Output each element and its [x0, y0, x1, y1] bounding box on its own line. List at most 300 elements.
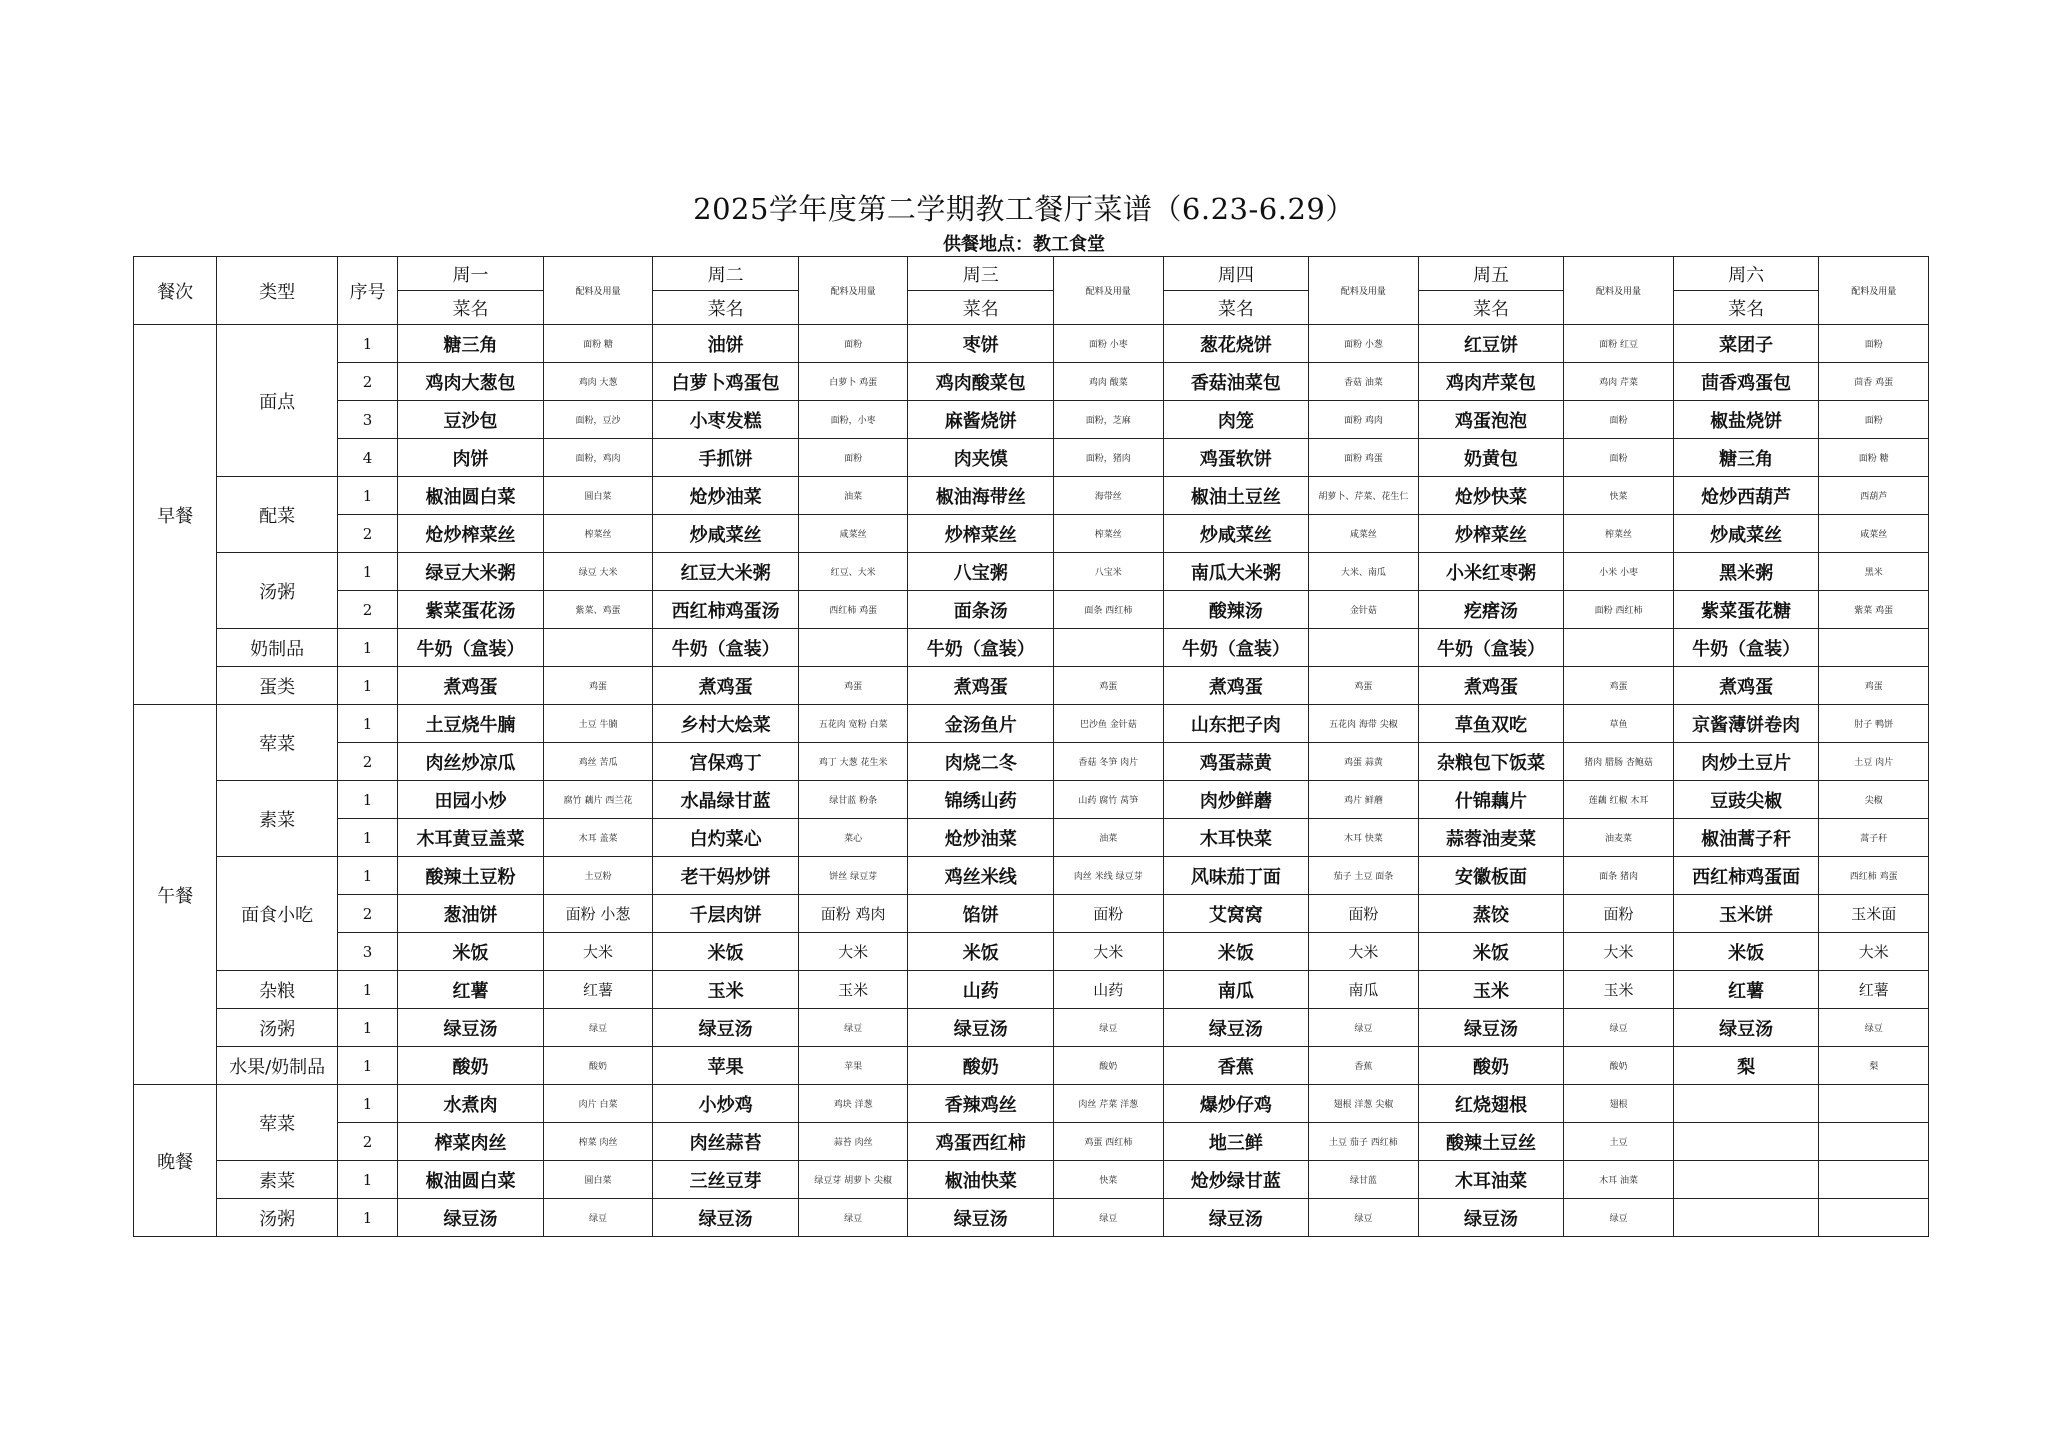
- dish-name: 肉丝炒凉瓜: [398, 743, 544, 781]
- dish-name: 紫菜蛋花汤: [398, 591, 544, 629]
- dish-name: 肉烧二冬: [908, 743, 1054, 781]
- dish-ingredients: 面粉，猪肉: [1054, 439, 1163, 477]
- dish-name: 黑米粥: [1673, 553, 1819, 591]
- dish-name: 千层肉饼: [653, 895, 799, 933]
- dish-name: 山东把子肉: [1163, 705, 1309, 743]
- dish-ingredients: 绿豆: [1054, 1199, 1163, 1237]
- dish-name: 鸡肉芹菜包: [1418, 363, 1564, 401]
- seq-number: 2: [337, 895, 397, 933]
- header-dish-name: 菜名: [1418, 291, 1564, 325]
- dish-ingredients: 五花肉 海带 尖椒: [1309, 705, 1418, 743]
- seq-number: 1: [337, 629, 397, 667]
- table-row: [134, 743, 1929, 781]
- dish-name: 牛奶（盒装）: [908, 629, 1054, 667]
- table-row: [134, 819, 1929, 857]
- dish-ingredients: 紫菜 鸡蛋: [1819, 591, 1929, 629]
- dish-ingredients: 鸡蛋 西红柿: [1054, 1123, 1163, 1161]
- dish-ingredients: 面条 西红柿: [1054, 591, 1163, 629]
- header-day: 周五: [1418, 257, 1564, 291]
- dish-ingredients: 鸡肉 芹菜: [1564, 363, 1673, 401]
- dish-ingredients: 土豆 牛腩: [543, 705, 652, 743]
- location-subtitle: 供餐地点：教工食堂: [943, 234, 1105, 255]
- meal-name: 晚餐: [134, 1085, 217, 1237]
- dish-ingredients: 榨菜丝: [1564, 515, 1673, 553]
- dish-ingredients: 绿豆: [543, 1009, 652, 1047]
- dish-ingredients: 土豆: [1564, 1123, 1673, 1161]
- dish-ingredients: 面粉: [1564, 439, 1673, 477]
- dish-ingredients: 白萝卜 鸡蛋: [798, 363, 907, 401]
- dish-name: 煮鸡蛋: [653, 667, 799, 705]
- dish-name: 豆沙包: [398, 401, 544, 439]
- dish-ingredients: 快菜: [1564, 477, 1673, 515]
- dish-ingredients: 面粉，小枣: [798, 401, 907, 439]
- seq-number: 1: [337, 1161, 397, 1199]
- menu-table-body: [134, 325, 1929, 1237]
- category-name: 素菜: [217, 1161, 338, 1199]
- dish-name: 绿豆汤: [398, 1199, 544, 1237]
- dish-name: 煮鸡蛋: [1163, 667, 1309, 705]
- dish-ingredients: [1054, 629, 1163, 667]
- dish-name: 煮鸡蛋: [398, 667, 544, 705]
- dish-name: 香蕉: [1163, 1047, 1309, 1085]
- dish-ingredients: 小米 小枣: [1564, 553, 1673, 591]
- seq-number: 2: [337, 363, 397, 401]
- dish-ingredients: 绿豆芽 胡萝卜 尖椒: [798, 1161, 907, 1199]
- dish-ingredients: [1819, 629, 1929, 667]
- dish-name: 木耳快菜: [1163, 819, 1309, 857]
- dish-ingredients: 西红柿 鸡蛋: [798, 591, 907, 629]
- dish-ingredients: 面粉 鸡蛋: [1309, 439, 1418, 477]
- table-row: [134, 325, 1929, 363]
- dish-name: 炝炒油菜: [653, 477, 799, 515]
- dish-name: 炝炒绿甘蓝: [1163, 1161, 1309, 1199]
- dish-ingredients: 面粉: [1564, 895, 1673, 933]
- dish-name: 小炒鸡: [653, 1085, 799, 1123]
- dish-ingredients: 面粉 糖: [543, 325, 652, 363]
- meal-name: 午餐: [134, 705, 217, 1085]
- dish-ingredients: 酸奶: [1054, 1047, 1163, 1085]
- dish-name: 酸奶: [908, 1047, 1054, 1085]
- dish-ingredients: [1309, 629, 1418, 667]
- dish-ingredients: 鸡丁 大葱 花生米: [798, 743, 907, 781]
- dish-name: 水煮肉: [398, 1085, 544, 1123]
- dish-ingredients: 蒿子秆: [1819, 819, 1929, 857]
- dish-ingredients: 西葫芦: [1819, 477, 1929, 515]
- dish-name: 西红柿鸡蛋面: [1673, 857, 1819, 895]
- table-row: [134, 1123, 1929, 1161]
- dish-name: 八宝粥: [908, 553, 1054, 591]
- dish-name: 葱油饼: [398, 895, 544, 933]
- dish-name: 炒榨菜丝: [908, 515, 1054, 553]
- category-name: 配菜: [217, 477, 338, 553]
- category-name: 荤菜: [217, 705, 338, 781]
- dish-name: 蒜蓉油麦菜: [1418, 819, 1564, 857]
- dish-name: 玉米: [1418, 971, 1564, 1009]
- dish-ingredients: 鸡丝 苦瓜: [543, 743, 652, 781]
- dish-name: [1673, 1123, 1819, 1161]
- dish-ingredients: [1564, 629, 1673, 667]
- dish-ingredients: 快菜: [1054, 1161, 1163, 1199]
- dish-name: 玉米饼: [1673, 895, 1819, 933]
- dish-name: 茴香鸡蛋包: [1673, 363, 1819, 401]
- dish-name: 玉米: [653, 971, 799, 1009]
- dish-name: 米饭: [1673, 933, 1819, 971]
- dish-ingredients: 鸡蛋: [1309, 667, 1418, 705]
- dish-name: 豆豉尖椒: [1673, 781, 1819, 819]
- dish-ingredients: 大米: [798, 933, 907, 971]
- dish-name: [1673, 1085, 1819, 1123]
- dish-ingredients: 猪肉 腊肠 杏鲍菇: [1564, 743, 1673, 781]
- dish-ingredients: 圆白菜: [543, 477, 652, 515]
- dish-name: 三丝豆芽: [653, 1161, 799, 1199]
- category-name: 汤粥: [217, 1199, 338, 1237]
- dish-name: 绿豆汤: [1163, 1009, 1309, 1047]
- dish-name: 绿豆汤: [908, 1199, 1054, 1237]
- dish-name: 糖三角: [1673, 439, 1819, 477]
- dish-name: 梨: [1673, 1047, 1819, 1085]
- table-row: [134, 971, 1929, 1009]
- menu-table-header: [134, 257, 1929, 325]
- dish-name: 炝炒西葫芦: [1673, 477, 1819, 515]
- dish-ingredients: 鸡蛋 蒜黄: [1309, 743, 1418, 781]
- dish-ingredients: 肉片 白菜: [543, 1085, 652, 1123]
- table-row: [134, 629, 1929, 667]
- dish-ingredients: 咸菜丝: [798, 515, 907, 553]
- dish-name: 牛奶（盒装）: [653, 629, 799, 667]
- dish-name: 葱花烧饼: [1163, 325, 1309, 363]
- table-row: [134, 1009, 1929, 1047]
- category-name: 面点: [217, 325, 338, 477]
- dish-ingredients: 鸡片 鲜蘑: [1309, 781, 1418, 819]
- dish-name: 煮鸡蛋: [1673, 667, 1819, 705]
- dish-ingredients: 面粉，豆沙: [543, 401, 652, 439]
- dish-name: 鸡肉大葱包: [398, 363, 544, 401]
- dish-ingredients: 土豆粉: [543, 857, 652, 895]
- dish-name: 馅饼: [908, 895, 1054, 933]
- header-ingredients: 配料及用量: [1309, 257, 1418, 325]
- dish-name: 香辣鸡丝: [908, 1085, 1054, 1123]
- dish-ingredients: 鸡蛋: [543, 667, 652, 705]
- dish-name: 京酱薄饼卷肉: [1673, 705, 1819, 743]
- dish-ingredients: 大米: [1054, 933, 1163, 971]
- dish-name: 面条汤: [908, 591, 1054, 629]
- dish-ingredients: 红薯: [543, 971, 652, 1009]
- dish-ingredients: 面粉 鸡肉: [798, 895, 907, 933]
- dish-ingredients: 酸奶: [543, 1047, 652, 1085]
- dish-ingredients: 榨菜 肉丝: [543, 1123, 652, 1161]
- dish-name: 红豆大米粥: [653, 553, 799, 591]
- seq-number: 4: [337, 439, 397, 477]
- dish-ingredients: 饼丝 绿豆芽: [798, 857, 907, 895]
- dish-name: 炝炒榨菜丝: [398, 515, 544, 553]
- dish-ingredients: [543, 629, 652, 667]
- dish-name: 木耳黄豆盖菜: [398, 819, 544, 857]
- dish-ingredients: [1819, 1123, 1929, 1161]
- dish-ingredients: 菜心: [798, 819, 907, 857]
- dish-name: 炒榨菜丝: [1418, 515, 1564, 553]
- dish-name: 菜团子: [1673, 325, 1819, 363]
- dish-ingredients: 土豆 茄子 西红柿: [1309, 1123, 1418, 1161]
- table-row: [134, 857, 1929, 895]
- dish-name: 鸡丝米线: [908, 857, 1054, 895]
- dish-ingredients: 翅根 洋葱 尖椒: [1309, 1085, 1418, 1123]
- category-name: 蛋类: [217, 667, 338, 705]
- dish-ingredients: 鸡蛋: [1819, 667, 1929, 705]
- dish-name: 绿豆汤: [653, 1009, 799, 1047]
- dish-name: 爆炒仔鸡: [1163, 1085, 1309, 1123]
- seq-number: 1: [337, 325, 397, 363]
- dish-name: 煮鸡蛋: [1418, 667, 1564, 705]
- dish-name: 宫保鸡丁: [653, 743, 799, 781]
- dish-ingredients: 鸡肉 大葱: [543, 363, 652, 401]
- dish-name: 炒咸菜丝: [1673, 515, 1819, 553]
- seq-number: 1: [337, 1085, 397, 1123]
- dish-name: 绿豆汤: [1673, 1009, 1819, 1047]
- dish-name: 绿豆汤: [653, 1199, 799, 1237]
- dish-name: 椒油圆白菜: [398, 477, 544, 515]
- dish-ingredients: 油麦菜: [1564, 819, 1673, 857]
- dish-ingredients: 香菇 冬笋 肉片: [1054, 743, 1163, 781]
- dish-name: 小枣发糕: [653, 401, 799, 439]
- seq-number: 1: [337, 705, 397, 743]
- dish-name: 酸奶: [1418, 1047, 1564, 1085]
- dish-name: 椒油土豆丝: [1163, 477, 1309, 515]
- dish-ingredients: 面粉: [1564, 401, 1673, 439]
- dish-ingredients: 面粉 糖: [1819, 439, 1929, 477]
- dish-name: 酸辣土豆丝: [1418, 1123, 1564, 1161]
- dish-name: 西红柿鸡蛋汤: [653, 591, 799, 629]
- header-seq: 序号: [337, 257, 397, 325]
- dish-ingredients: 红薯: [1819, 971, 1929, 1009]
- seq-number: 3: [337, 933, 397, 971]
- header-day: 周三: [908, 257, 1054, 291]
- seq-number: 2: [337, 591, 397, 629]
- dish-ingredients: 大米: [1819, 933, 1929, 971]
- dish-ingredients: 大米、南瓜: [1309, 553, 1418, 591]
- dish-name: 南瓜: [1163, 971, 1309, 1009]
- dish-name: 绿豆大米粥: [398, 553, 544, 591]
- table-row: [134, 1085, 1929, 1123]
- dish-name: 炝炒快菜: [1418, 477, 1564, 515]
- dish-ingredients: 面粉: [798, 439, 907, 477]
- table-row: [134, 401, 1929, 439]
- dish-ingredients: 面粉: [1819, 401, 1929, 439]
- dish-ingredients: 巴沙鱼 金针菇: [1054, 705, 1163, 743]
- dish-name: 山药: [908, 971, 1054, 1009]
- category-name: 荤菜: [217, 1085, 338, 1161]
- dish-ingredients: 海带丝: [1054, 477, 1163, 515]
- page-title: 2025学年度第二学期教工餐厅菜谱（6.23-6.29）: [693, 192, 1355, 226]
- dish-ingredients: 面粉，芝麻: [1054, 401, 1163, 439]
- dish-ingredients: 香蕉: [1309, 1047, 1418, 1085]
- dish-ingredients: 面粉 红豆: [1564, 325, 1673, 363]
- meal-name: 早餐: [134, 325, 217, 705]
- header-category: 类型: [217, 257, 338, 325]
- dish-ingredients: 玉米面: [1819, 895, 1929, 933]
- dish-name: 椒油海带丝: [908, 477, 1054, 515]
- dish-ingredients: 绿甘蓝: [1309, 1161, 1418, 1199]
- dish-ingredients: 榨菜丝: [1054, 515, 1163, 553]
- menu-table: [133, 256, 1929, 1237]
- dish-ingredients: 面粉 小葱: [543, 895, 652, 933]
- dish-name: 红薯: [398, 971, 544, 1009]
- table-row: [134, 477, 1929, 515]
- dish-ingredients: 木耳 油菜: [1564, 1161, 1673, 1199]
- header-day: 周一: [398, 257, 544, 291]
- dish-name: 肉炒鲜蘑: [1163, 781, 1309, 819]
- dish-name: 疙瘩汤: [1418, 591, 1564, 629]
- dish-name: 田园小炒: [398, 781, 544, 819]
- table-row: [134, 1161, 1929, 1199]
- dish-name: [1673, 1199, 1819, 1237]
- dish-name: 炝炒油菜: [908, 819, 1054, 857]
- header-dish-name: 菜名: [1673, 291, 1819, 325]
- dish-name: 艾窝窝: [1163, 895, 1309, 933]
- dish-name: 红薯: [1673, 971, 1819, 1009]
- dish-ingredients: 咸菜丝: [1309, 515, 1418, 553]
- dish-name: 酸辣土豆粉: [398, 857, 544, 895]
- dish-ingredients: 绿豆: [798, 1009, 907, 1047]
- dish-ingredients: 油菜: [798, 477, 907, 515]
- dish-ingredients: 翅根: [1564, 1085, 1673, 1123]
- dish-ingredients: 绿豆: [543, 1199, 652, 1237]
- dish-ingredients: 肉丝 米线 绿豆芽: [1054, 857, 1163, 895]
- dish-name: 绿豆汤: [398, 1009, 544, 1047]
- category-name: 汤粥: [217, 1009, 338, 1047]
- table-row: [134, 667, 1929, 705]
- dish-ingredients: 酸奶: [1564, 1047, 1673, 1085]
- dish-ingredients: 鸡蛋: [1564, 667, 1673, 705]
- dish-ingredients: 木耳 快菜: [1309, 819, 1418, 857]
- dish-ingredients: 茴香 鸡蛋: [1819, 363, 1929, 401]
- dish-name: 牛奶（盒装）: [1673, 629, 1819, 667]
- dish-name: 榨菜肉丝: [398, 1123, 544, 1161]
- seq-number: 2: [337, 743, 397, 781]
- dish-name: 白灼菜心: [653, 819, 799, 857]
- dish-ingredients: 面条 猪肉: [1564, 857, 1673, 895]
- dish-ingredients: 绿豆: [1564, 1199, 1673, 1237]
- dish-name: 苹果: [653, 1047, 799, 1085]
- dish-ingredients: [798, 629, 907, 667]
- dish-name: 白萝卜鸡蛋包: [653, 363, 799, 401]
- category-name: 汤粥: [217, 553, 338, 629]
- table-row: [134, 933, 1929, 971]
- dish-ingredients: 肉丝 芹菜 洋葱: [1054, 1085, 1163, 1123]
- dish-ingredients: 绿豆: [1309, 1199, 1418, 1237]
- category-name: 面食小吃: [217, 857, 338, 971]
- dish-name: 枣饼: [908, 325, 1054, 363]
- dish-name: 椒盐烧饼: [1673, 401, 1819, 439]
- dish-name: 锦绣山药: [908, 781, 1054, 819]
- dish-name: 炒咸菜丝: [653, 515, 799, 553]
- dish-ingredients: 鸡肉 酸菜: [1054, 363, 1163, 401]
- dish-name: 绿豆汤: [1163, 1199, 1309, 1237]
- dish-name: 肉炒土豆片: [1673, 743, 1819, 781]
- dish-name: 风味茄丁面: [1163, 857, 1309, 895]
- table-row: [134, 515, 1929, 553]
- dish-ingredients: 榨菜丝: [543, 515, 652, 553]
- dish-name: 水晶绿甘蓝: [653, 781, 799, 819]
- dish-ingredients: 梨: [1819, 1047, 1929, 1085]
- dish-ingredients: 绿豆: [1309, 1009, 1418, 1047]
- dish-name: 红烧翅根: [1418, 1085, 1564, 1123]
- dish-ingredients: 尖椒: [1819, 781, 1929, 819]
- dish-ingredients: 黑米: [1819, 553, 1929, 591]
- dish-name: 酸辣汤: [1163, 591, 1309, 629]
- dish-name: 椒油快菜: [908, 1161, 1054, 1199]
- dish-name: 鸡肉酸菜包: [908, 363, 1054, 401]
- dish-name: 肉丝蒜苔: [653, 1123, 799, 1161]
- dish-ingredients: 大米: [1309, 933, 1418, 971]
- dish-ingredients: [1819, 1199, 1929, 1237]
- dish-name: 椒油蒿子秆: [1673, 819, 1819, 857]
- dish-ingredients: 金针菇: [1309, 591, 1418, 629]
- dish-name: 炒咸菜丝: [1163, 515, 1309, 553]
- dish-name: 牛奶（盒装）: [1418, 629, 1564, 667]
- header-day: 周四: [1163, 257, 1309, 291]
- seq-number: 1: [337, 553, 397, 591]
- dish-name: 煮鸡蛋: [908, 667, 1054, 705]
- dish-ingredients: 茄子 土豆 面条: [1309, 857, 1418, 895]
- dish-name: 肉饼: [398, 439, 544, 477]
- seq-number: 1: [337, 667, 397, 705]
- dish-ingredients: 莲藕 红椒 木耳: [1564, 781, 1673, 819]
- dish-ingredients: 圆白菜: [543, 1161, 652, 1199]
- dish-name: 鸡蛋西红柿: [908, 1123, 1054, 1161]
- table-row: [134, 439, 1929, 477]
- dish-name: 麻酱烧饼: [908, 401, 1054, 439]
- dish-ingredients: 苹果: [798, 1047, 907, 1085]
- dish-ingredients: 绿豆: [798, 1199, 907, 1237]
- dish-ingredients: 鸡蛋: [1054, 667, 1163, 705]
- seq-number: 1: [337, 477, 397, 515]
- dish-name: 米饭: [1163, 933, 1309, 971]
- dish-ingredients: 咸菜丝: [1819, 515, 1929, 553]
- dish-name: 肉笼: [1163, 401, 1309, 439]
- header-meal: 餐次: [134, 257, 217, 325]
- dish-name: 香菇油菜包: [1163, 363, 1309, 401]
- header-dish-name: 菜名: [398, 291, 544, 325]
- dish-name: 什锦藕片: [1418, 781, 1564, 819]
- category-name: 奶制品: [217, 629, 338, 667]
- dish-name: 米饭: [653, 933, 799, 971]
- dish-ingredients: 山药 腐竹 莴笋: [1054, 781, 1163, 819]
- seq-number: 1: [337, 1199, 397, 1237]
- dish-ingredients: 胡萝卜、芹菜、花生仁: [1309, 477, 1418, 515]
- dish-ingredients: 南瓜: [1309, 971, 1418, 1009]
- seq-number: 1: [337, 781, 397, 819]
- header-dish-name: 菜名: [1163, 291, 1309, 325]
- dish-name: 绿豆汤: [908, 1009, 1054, 1047]
- dish-ingredients: 紫菜、鸡蛋: [543, 591, 652, 629]
- header-ingredients: 配料及用量: [798, 257, 907, 325]
- dish-ingredients: 面粉: [798, 325, 907, 363]
- dish-name: [1673, 1161, 1819, 1199]
- table-row: [134, 553, 1929, 591]
- seq-number: 2: [337, 1123, 397, 1161]
- dish-ingredients: 红豆、大米: [798, 553, 907, 591]
- dish-name: 南瓜大米粥: [1163, 553, 1309, 591]
- table-row: [134, 705, 1929, 743]
- header-ingredients: 配料及用量: [543, 257, 652, 325]
- seq-number: 1: [337, 819, 397, 857]
- dish-name: 油饼: [653, 325, 799, 363]
- dish-name: 鸡蛋泡泡: [1418, 401, 1564, 439]
- table-row: [134, 781, 1929, 819]
- header-ingredients: 配料及用量: [1564, 257, 1673, 325]
- category-name: 素菜: [217, 781, 338, 857]
- table-row: [134, 1199, 1929, 1237]
